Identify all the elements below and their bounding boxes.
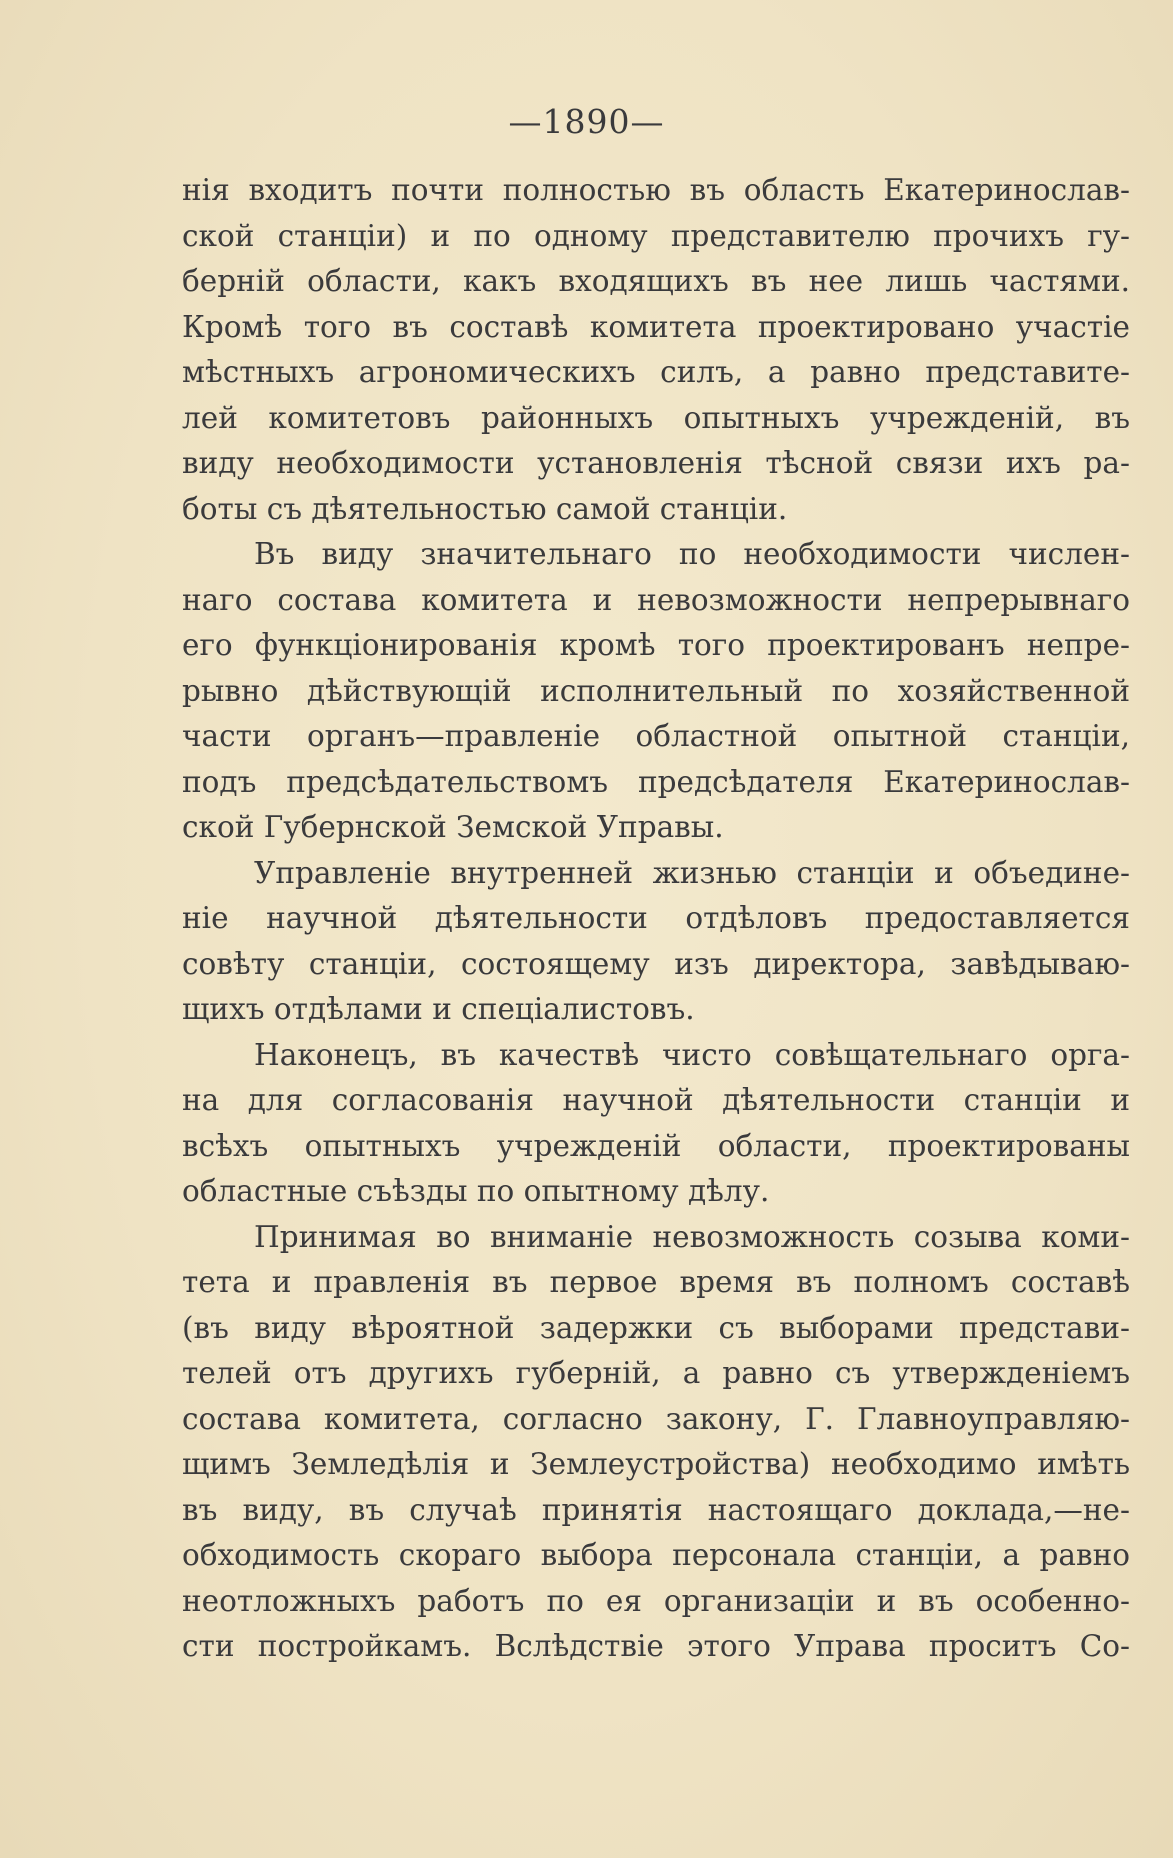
text-line: щимъ Земледѣлія и Землеустройства) необходимо имѣть xyxy=(182,1447,1130,1481)
text-line: мѣстныхъ агрономическихъ силъ, а равно представите- xyxy=(182,355,1130,389)
text-line: областные съѣзды по опытному дѣлу. xyxy=(182,1174,770,1208)
text-line: телей отъ другихъ губерній, а равно съ утвержденіемъ xyxy=(182,1356,1130,1390)
text-line: тета и правленія въ первое время въ полномъ составѣ xyxy=(182,1265,1130,1299)
text-line: обходимость скораго выбора персонала станціи, а равно xyxy=(182,1538,1130,1572)
text-line: неотложныхъ работъ по ея организаціи и въ особенно- xyxy=(182,1583,1130,1618)
text-line: на для согласованія научной дѣятельности станціи и xyxy=(182,1083,1130,1117)
text-line: въ виду, въ случаѣ принятія настоящаго доклада,—не- xyxy=(182,1492,1130,1527)
text-line: состава комитета, согласно закону, Г. Главноуправляю- xyxy=(182,1401,1130,1436)
text-line: части органъ—правленіе областной опытной станціи, xyxy=(182,719,1130,753)
text-line: Въ виду значительнаго по необходимости числен- xyxy=(254,537,1130,571)
text-line: Наконецъ, въ качествѣ чисто совѣщательнаго орга- xyxy=(254,1037,1130,1072)
text-line: ской станціи) и по одному представителю прочихъ гу- xyxy=(182,218,1130,253)
text-line: рывно дѣйствующій исполнительный по хозяйственной xyxy=(182,673,1130,708)
text-line: подъ предсѣдательствомъ предсѣдателя Екатеринослав- xyxy=(182,764,1130,799)
text-line: (въ виду вѣроятной задержки съ выборами представи- xyxy=(182,1310,1130,1345)
text-line: боты съ дѣятельностью самой станціи. xyxy=(182,491,788,526)
text-line: щихъ отдѣлами и спеціалистовъ. xyxy=(182,992,695,1026)
text-line: Принимая во вниманіе невозможность созыва коми- xyxy=(254,1219,1130,1254)
text-line: сти постройкамъ. Вслѣдствіе этого Управа проситъ Со- xyxy=(182,1629,1130,1663)
text-line: нія входитъ почти полностью въ область Екатеринослав- xyxy=(182,173,1130,207)
body-text xyxy=(182,168,1130,1670)
text-line: берній области, какъ входящихъ въ нее лишь частями. xyxy=(182,264,1130,298)
page-number: —1890— xyxy=(508,102,665,141)
text-line: ніе научной дѣятельности отдѣловъ предоставляется xyxy=(182,901,1130,935)
text-line: ской Губернской Земской Управы. xyxy=(182,810,724,844)
text-line: его функціонированія кромѣ того проектированъ непре- xyxy=(182,628,1130,662)
text-line: совѣту станціи, состоящему изъ директора, завѣдываю- xyxy=(182,946,1130,981)
text-line: лей комитетовъ районныхъ опытныхъ учрежденій, въ xyxy=(182,400,1130,435)
text-line: всѣхъ опытныхъ учрежденій области, проектированы xyxy=(182,1128,1130,1163)
text-line: Кромѣ того въ составѣ комитета проектировано участіе xyxy=(182,309,1130,344)
text-line: виду необходимости установленія тѣсной связи ихъ ра- xyxy=(182,446,1130,480)
text-line: наго состава комитета и невозможности непрерывнаго xyxy=(182,582,1130,617)
text-line: Управленіе внутренней жизнью станціи и объедине- xyxy=(254,855,1130,890)
